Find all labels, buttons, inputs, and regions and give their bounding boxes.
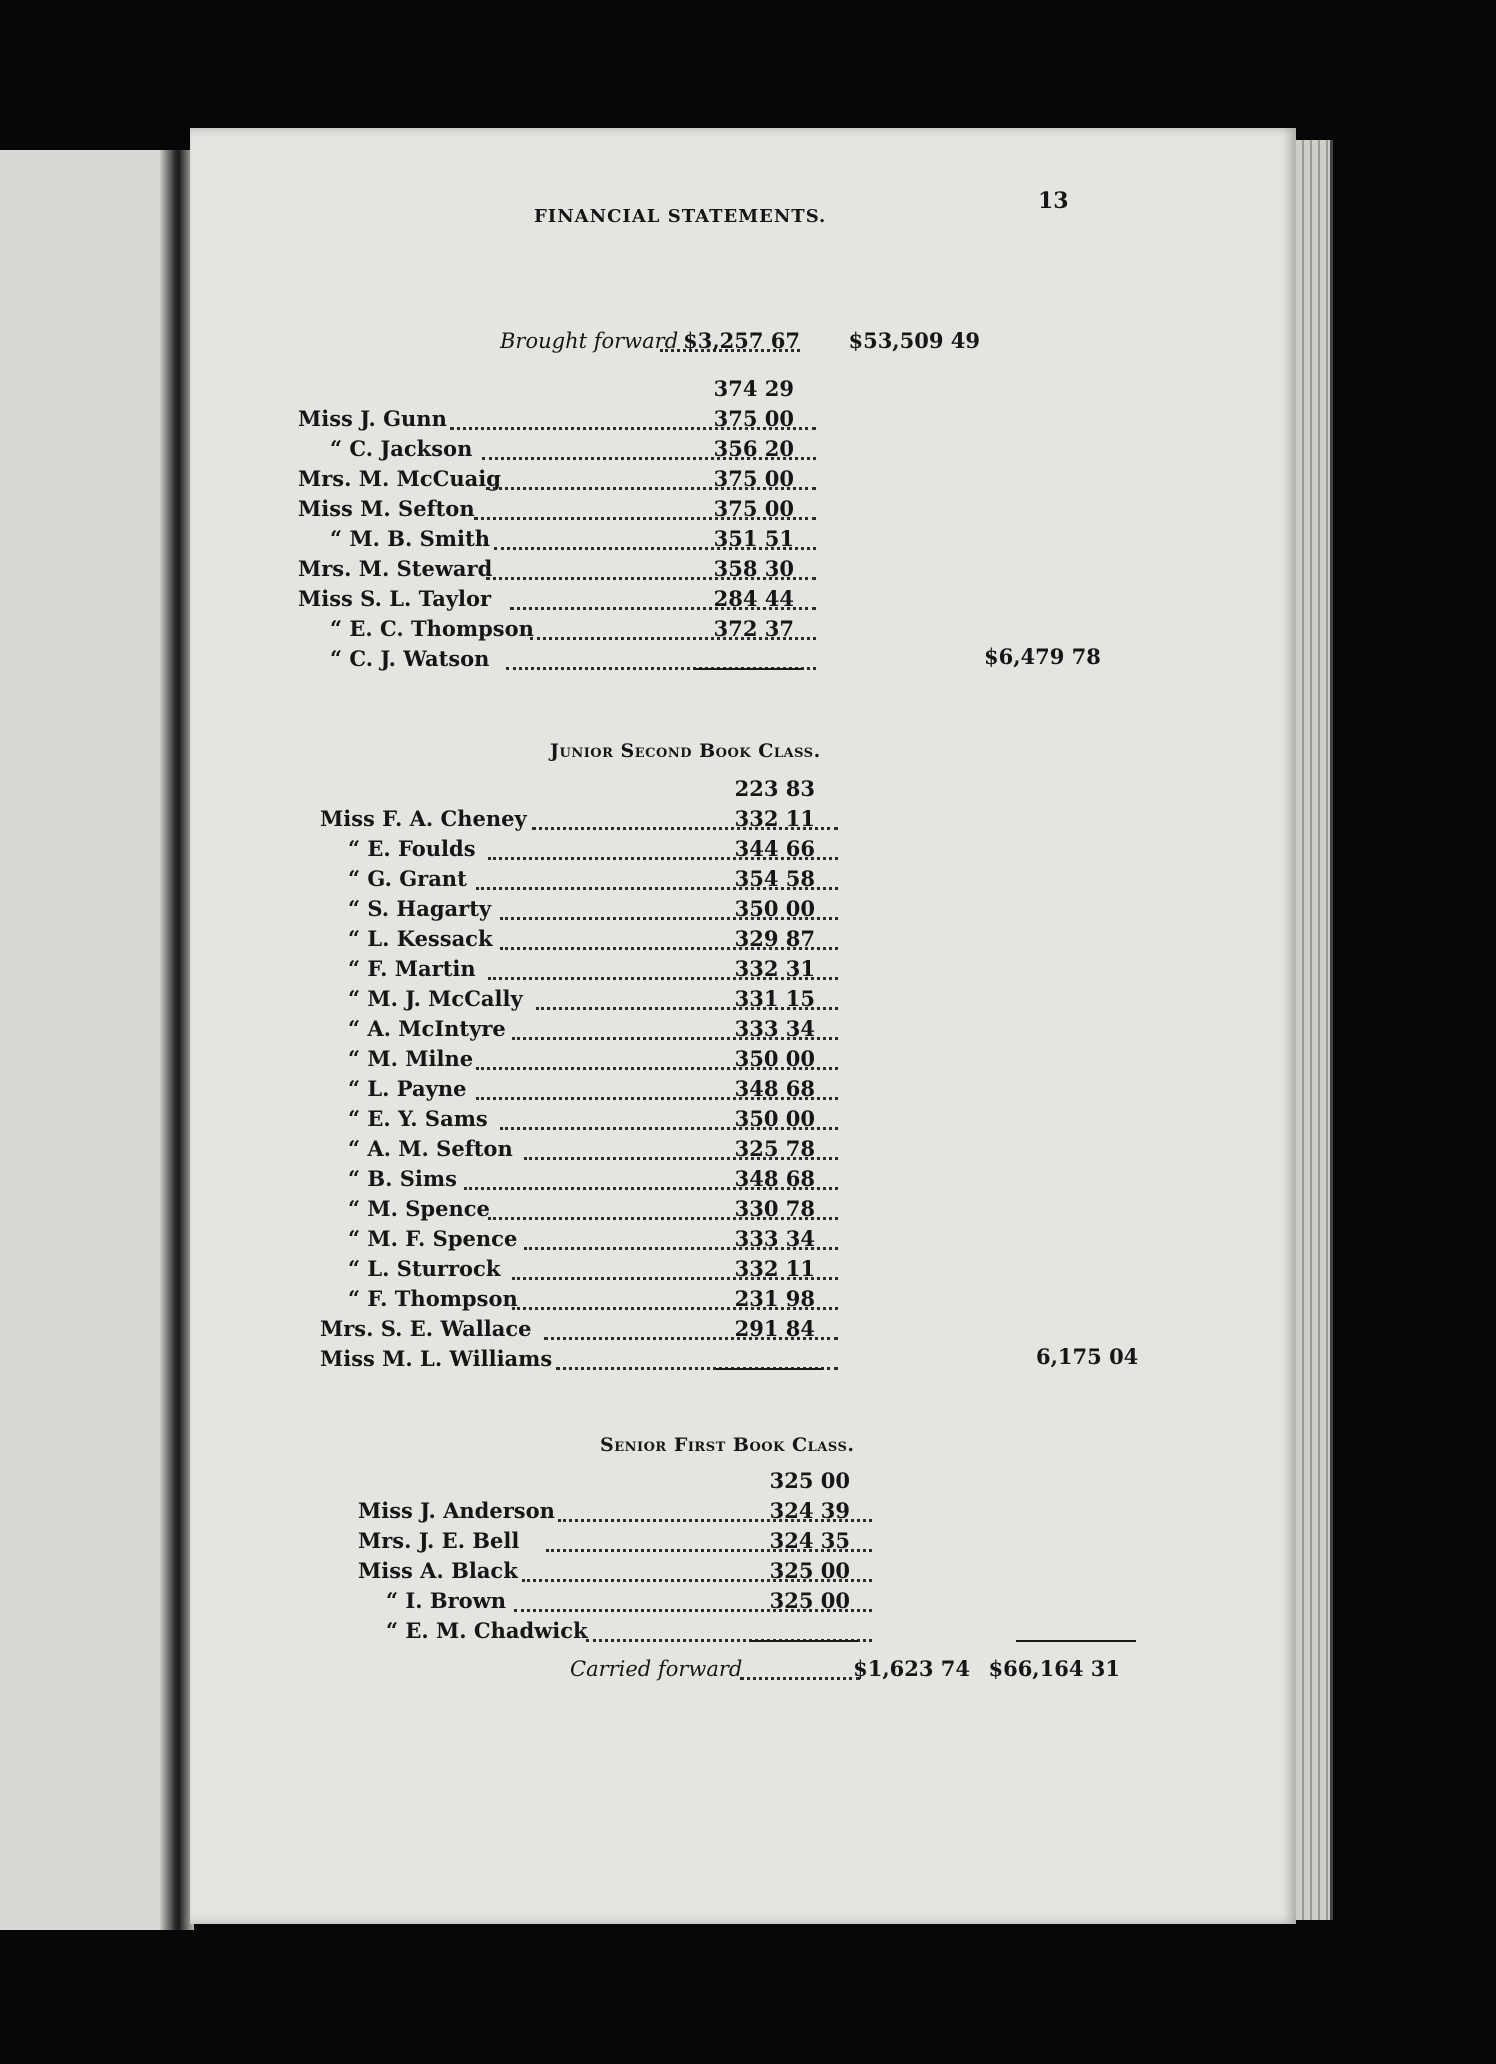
ledger-entry: [190, 1524, 1290, 1558]
book-gutter: [160, 150, 194, 1930]
ledger-page: [190, 128, 1296, 1924]
ledger-entry: [190, 952, 1290, 986]
entry-amount: 350 00: [734, 1046, 815, 1071]
ledger-entry: [190, 1042, 1290, 1076]
ledger-entry: [190, 1614, 1290, 1648]
ledger-entry: [190, 1072, 1290, 1106]
entry-amount: 348 68: [734, 1166, 815, 1191]
section-2-heading: Junior Second Book Class.: [550, 740, 821, 762]
entry-amount: 354 58: [734, 866, 815, 891]
entry-name: Miss F. A. Cheney: [320, 806, 527, 831]
entry-name: “ B. Sims: [348, 1166, 457, 1191]
ledger-entry: [190, 1102, 1290, 1136]
brought-forward-amount2: $53,509 49: [848, 328, 980, 353]
entry-name: Miss J. Gunn: [298, 406, 447, 431]
carried-forward-amount1: $1,623 74: [853, 1656, 970, 1681]
ledger-entry: [190, 612, 1290, 646]
entry-amount: 324 35: [769, 1528, 850, 1553]
entry-amount: 332 11: [734, 1256, 815, 1281]
entry-amount: 329 87: [734, 926, 815, 951]
ledger-entry: [190, 462, 1290, 496]
subtotal-rule: [715, 1368, 823, 1370]
entry-name: “ E. C. Thompson: [330, 616, 534, 641]
entry-name: “ L. Payne: [348, 1076, 467, 1101]
entry-name: “ L. Sturrock: [348, 1256, 501, 1281]
entry-name: “ L. Kessack: [348, 926, 493, 951]
entry-amount: 348 68: [734, 1076, 815, 1101]
subtotal-rule: [694, 668, 802, 670]
entry-name: “ A. M. Sefton: [348, 1136, 513, 1161]
entry-amount: 372 37: [713, 616, 794, 641]
entry-name: “ F. Thompson: [348, 1286, 518, 1311]
entry-amount: 325 00: [769, 1588, 850, 1613]
entry-name: “ M. Milne: [348, 1046, 474, 1071]
ledger-entry: [190, 802, 1290, 836]
ledger-entry: [190, 1554, 1290, 1588]
ledger-entry: [190, 522, 1290, 556]
ledger-entry: [190, 892, 1290, 926]
entry-amount: 325 78: [734, 1136, 815, 1161]
entry-name: “ S. Hagarty: [348, 896, 492, 921]
entry-name: “ E. M. Chadwick: [386, 1618, 588, 1643]
entry-name: “ M. F. Spence: [348, 1226, 518, 1251]
entry-name: Miss S. L. Taylor: [298, 586, 492, 611]
ledger-entry: [190, 432, 1290, 466]
ledger-entry: [190, 1252, 1290, 1286]
entry-amount: 231 98: [734, 1286, 815, 1311]
entry-amount: 333 34: [734, 1226, 815, 1251]
entry-amount: 332 11: [734, 806, 815, 831]
entry-name: “ M. Spence: [348, 1196, 490, 1221]
left-page-fragment: [0, 150, 183, 1930]
entry-amount: 374 29: [713, 376, 794, 401]
ledger-entry: [190, 1222, 1290, 1256]
entry-amount: 332 31: [734, 956, 815, 981]
running-head: FINANCIAL STATEMENTS.: [534, 206, 827, 227]
first-amount-row: [190, 772, 1290, 806]
entry-amount: 325 00: [769, 1558, 850, 1583]
page-edges: [1296, 140, 1333, 1920]
entry-amount: 358 30: [713, 556, 794, 581]
section-total: 6,175 04: [1036, 1344, 1139, 1369]
entry-name: “ G. Grant: [348, 866, 467, 891]
brought-forward-amount1: $3,257 67: [683, 328, 800, 353]
entry-name: “ M. J. McCally: [348, 986, 523, 1011]
ledger-entry: [190, 1494, 1290, 1528]
entry-name: Mrs. S. E. Wallace: [320, 1316, 532, 1341]
entry-amount: 330 78: [734, 1196, 815, 1221]
entry-amount: 291 84: [734, 1316, 815, 1341]
ledger-entry: [190, 1132, 1290, 1166]
entry-amount: 324 39: [769, 1498, 850, 1523]
page-number: 13: [1038, 188, 1069, 214]
entry-amount: 333 34: [734, 1016, 815, 1041]
ledger-entry: [190, 402, 1290, 436]
ledger-entry: [190, 1162, 1290, 1196]
ledger-entry: [190, 1012, 1290, 1046]
entry-amount: 356 20: [713, 436, 794, 461]
ledger-entry: [190, 1584, 1290, 1618]
entry-name: “ C. J. Watson: [330, 646, 490, 671]
ledger-entry: [190, 492, 1290, 526]
entry-name: Miss J. Anderson: [358, 1498, 555, 1523]
ledger-entry: [190, 832, 1290, 866]
section-3-heading: Senior First Book Class.: [600, 1434, 855, 1456]
entry-amount: 344 66: [734, 836, 815, 861]
ledger-entry: [190, 1282, 1290, 1316]
entry-amount: 375 00: [713, 496, 794, 521]
entry-amount: 375 00: [713, 466, 794, 491]
entry-amount: 350 00: [734, 896, 815, 921]
entry-name: Miss M. L. Williams: [320, 1346, 553, 1371]
subtotal-rule: [750, 1640, 858, 1642]
entry-name: “ E. Y. Sams: [348, 1106, 488, 1131]
entry-name: Miss M. Sefton: [298, 496, 475, 521]
ledger-entry: [190, 552, 1290, 586]
ledger-entry: [190, 922, 1290, 956]
entry-name: “ E. Foulds: [348, 836, 476, 861]
ledger-entry: [190, 862, 1290, 896]
entry-name: “ F. Martin: [348, 956, 476, 981]
brought-forward-row: [190, 324, 1290, 358]
entry-amount: 375 00: [713, 406, 794, 431]
entry-amount: 350 00: [734, 1106, 815, 1131]
entry-name: “ M. B. Smith: [330, 526, 490, 551]
total-rule: [1016, 1640, 1136, 1642]
entry-amount: 351 51: [713, 526, 794, 551]
entry-amount: 331 15: [734, 986, 815, 1011]
entry-name: “ I. Brown: [386, 1588, 507, 1613]
entry-amount: 325 00: [769, 1468, 850, 1493]
ledger-entry: [190, 582, 1290, 616]
entry-name: “ A. McIntyre: [348, 1016, 506, 1041]
entry-name: Mrs. J. E. Bell: [358, 1528, 520, 1553]
entry-name: Mrs. M. Steward: [298, 556, 493, 581]
entry-amount: 284 44: [713, 586, 794, 611]
ledger-entry: [190, 1192, 1290, 1226]
dot-leader: [740, 1675, 860, 1680]
ledger-entry: [190, 642, 1290, 676]
ledger-entry: [190, 982, 1290, 1016]
carried-forward-amount2: $66,164 31: [988, 1656, 1120, 1681]
first-amount-row: [190, 372, 1290, 406]
ledger-entry: [190, 1312, 1290, 1346]
carried-forward-row: [190, 1652, 1290, 1686]
entry-name: “ C. Jackson: [330, 436, 473, 461]
carried-forward-label: Carried forward: [570, 1657, 743, 1681]
section-total: $6,479 78: [984, 644, 1101, 669]
first-amount-row: [190, 1464, 1290, 1498]
entry-name: Miss A. Black: [358, 1558, 518, 1583]
brought-forward-label: Brought forward: [500, 329, 679, 353]
entry-name: Mrs. M. McCuaig: [298, 466, 501, 491]
entry-amount: 223 83: [734, 776, 815, 801]
